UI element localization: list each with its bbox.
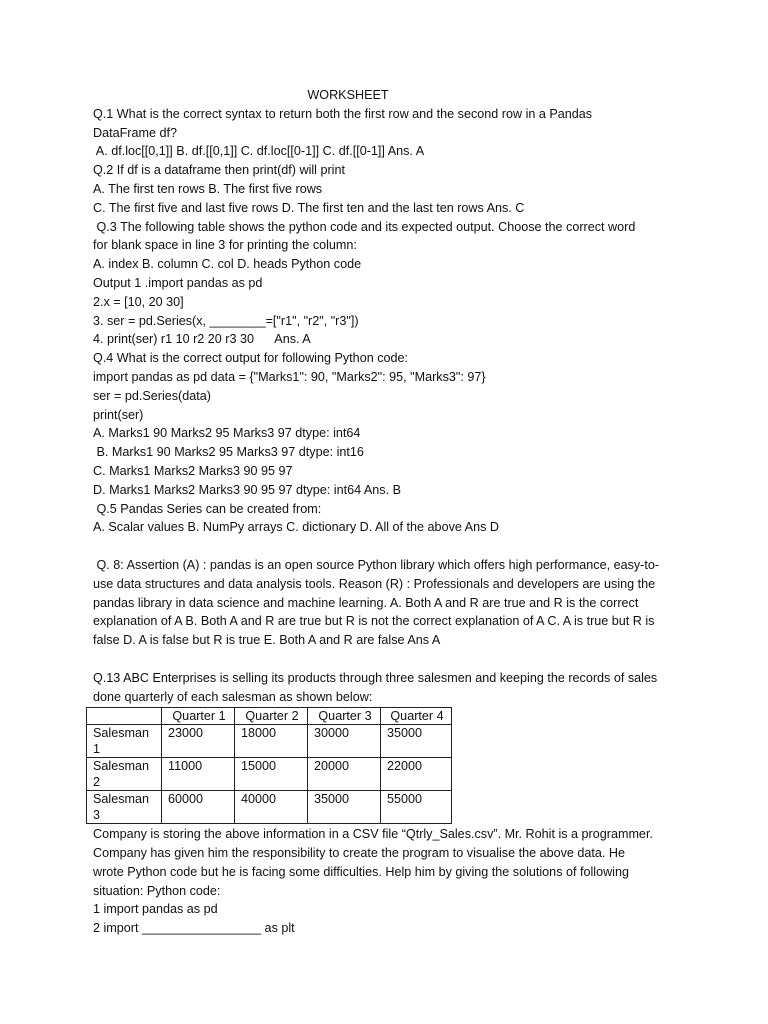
table-header-cell: Quarter 2 xyxy=(235,708,308,725)
table-cell: 30000 xyxy=(308,725,381,758)
text-line: ser = pd.Series(data) xyxy=(93,388,211,403)
worksheet-document xyxy=(93,86,693,938)
text-line: Q.4 What is the correct output for following Python code: xyxy=(93,351,409,366)
table-cell: 18000 xyxy=(235,725,308,758)
paragraph-gap xyxy=(93,537,693,556)
text-line: A. Marks1 90 Marks2 95 Marks3 97 dtype: int64 xyxy=(93,426,361,441)
text-line: 2.x = [10, 20 30] xyxy=(93,294,184,309)
table-header-cell: Quarter 4 xyxy=(381,708,452,725)
text-line: for blank space in line 3 for printing the column: xyxy=(93,238,357,253)
text-line: Q. 8: Assertion (A) : pandas is an open source Python library which offers high performance, easy-to- xyxy=(93,557,660,572)
table-header-cell: Quarter 1 xyxy=(162,708,235,725)
table-cell: 11000 xyxy=(162,758,235,791)
paragraph-gap xyxy=(93,650,693,669)
table-cell: 55000 xyxy=(381,791,452,824)
text-line: 3. ser = pd.Series(x, ________=["r1", "r2", "r3"]) xyxy=(93,313,359,328)
sales-table xyxy=(86,707,452,824)
text-line: situation: Python code: xyxy=(93,883,221,898)
table-header-row xyxy=(87,708,452,725)
text-line: Company is storing the above information in a CSV file “Qtrly_Sales.csv”. Mr. Rohit is a programmer. xyxy=(93,827,653,842)
table-cell: 40000 xyxy=(235,791,308,824)
table-cell: Salesman 3 xyxy=(87,791,162,824)
table-row xyxy=(87,791,452,824)
text-line: false D. A is false but R is true E. Both A and R are false Ans A xyxy=(93,633,441,648)
table-header-cell xyxy=(87,708,162,725)
text-line: Q.2 If df is a dataframe then print(df) will print xyxy=(93,163,345,178)
table-cell: 15000 xyxy=(235,758,308,791)
table-row xyxy=(87,725,452,758)
worksheet-title: WORKSHEET xyxy=(307,88,389,102)
text-line: wrote Python code but he is facing some difficulties. Help him by giving the solutions of following xyxy=(93,864,629,879)
text-line: pandas library in data science and machine learning. A. Both A and R are true and R is the correct xyxy=(93,595,639,610)
table-cell: 22000 xyxy=(381,758,452,791)
text-line: Q.5 Pandas Series can be created from: xyxy=(93,501,322,516)
table-cell: Salesman 1 xyxy=(87,725,162,758)
text-line: C. The first five and last five rows D. The first ten and the last ten rows Ans. C xyxy=(93,200,525,215)
text-line: D. Marks1 Marks2 Marks3 90 95 97 dtype: int64 Ans. B xyxy=(93,482,401,497)
text-line: 1 import pandas as pd xyxy=(93,902,218,917)
table-cell: 20000 xyxy=(308,758,381,791)
question-13 xyxy=(93,669,693,938)
text-line: explanation of A B. Both A and R are true but R is not the correct explanation of A C. A is true but R is xyxy=(93,614,655,629)
text-line: Company has given him the responsibility to create the program to visualise the above data. He xyxy=(93,846,626,861)
text-line: print(ser) xyxy=(93,407,144,422)
text-line: 4. print(ser) r1 10 r2 20 r3 30 Ans. A xyxy=(93,332,311,347)
table-row xyxy=(87,758,452,791)
text-line: Q.13 ABC Enterprises is selling its products through three salesmen and keeping the records of sales xyxy=(93,670,658,685)
table-cell: 35000 xyxy=(381,725,452,758)
table-cell: 23000 xyxy=(162,725,235,758)
text-line: A. Scalar values B. NumPy arrays C. dictionary D. All of the above Ans D xyxy=(93,520,499,535)
questions-1-to-5 xyxy=(93,105,693,537)
text-line: import pandas as pd data = {"Marks1": 90, "Marks2": 95, "Marks3": 97} xyxy=(93,369,486,384)
table-cell: 35000 xyxy=(308,791,381,824)
text-line: A. The first ten rows B. The first five rows xyxy=(93,181,323,196)
text-line: A. index B. column C. col D. heads Python code xyxy=(93,257,362,272)
text-line: Q.3 The following table shows the python code and its expected output. Choose the correct word xyxy=(93,219,636,234)
table-cell: Salesman 2 xyxy=(87,758,162,791)
table-cell: 60000 xyxy=(162,791,235,824)
question-8 xyxy=(93,556,693,650)
text-line: 2 import _________________ as plt xyxy=(93,921,295,936)
table-header-cell: Quarter 3 xyxy=(308,708,381,725)
text-line: Output 1 .import pandas as pd xyxy=(93,275,263,290)
text-line: done quarterly of each salesman as shown below: xyxy=(93,689,373,704)
text-line: B. Marks1 90 Marks2 95 Marks3 97 dtype: int16 xyxy=(93,445,364,460)
text-line: DataFrame df? xyxy=(93,125,177,140)
text-line: A. df.loc[[0,1]] B. df.[[0,1]] C. df.loc[[0-1]] C. df.[[0-1]] Ans. A xyxy=(93,144,425,159)
text-line: Q.1 What is the correct syntax to return both the first row and the second row in a Pandas xyxy=(93,106,593,121)
text-line: C. Marks1 Marks2 Marks3 90 95 97 xyxy=(93,463,293,478)
text-line: use data structures and data analysis tools. Reason (R) : Professionals and developers are using the xyxy=(93,576,656,591)
